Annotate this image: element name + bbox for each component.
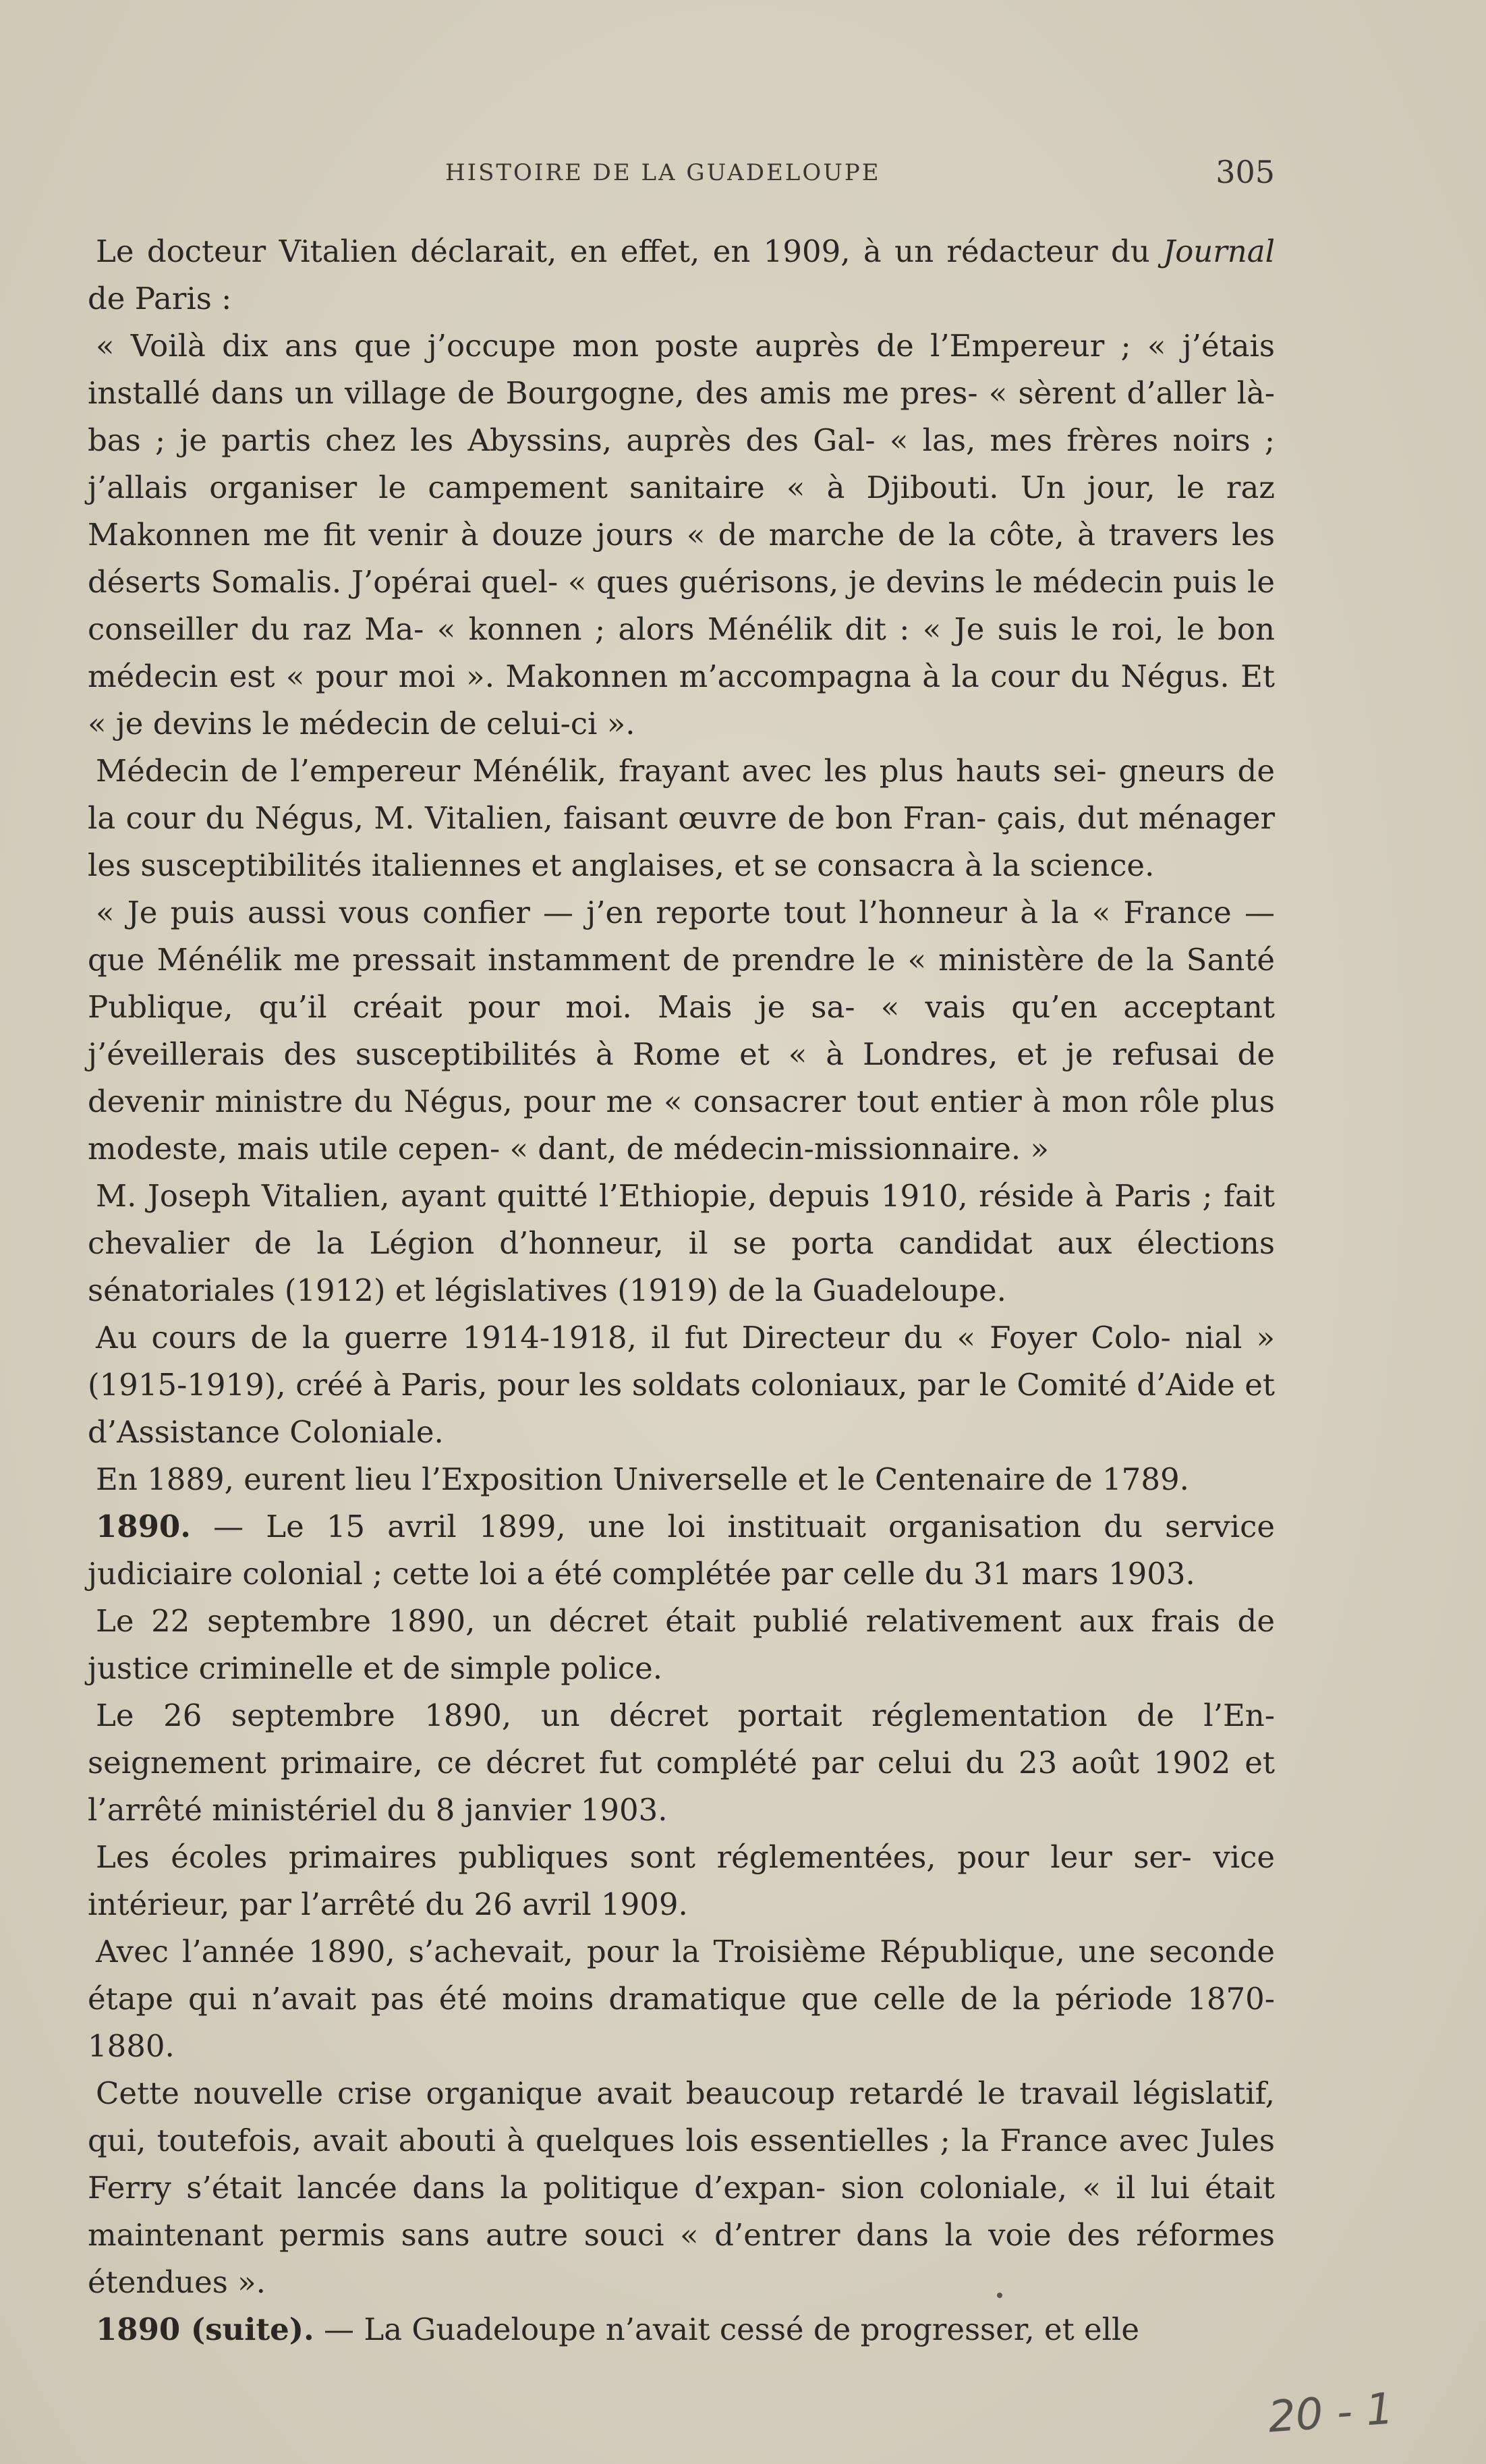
paragraph: Au cours de la guerre 1914-1918, il fut Directeur du « Foyer Colo- nial » (1915-1919), créé à Paris, pour les soldats coloniaux, par le Comité d’Aide et d’Assistance Coloniale. bbox=[88, 1320, 1275, 1450]
paragraph: Avec l’année 1890, s’achevait, pour la Troisième République, une seconde étape qui n’avait pas été moins dramatique que celle de la période 1870-1880. bbox=[88, 1934, 1275, 2064]
paragraph: Médecin de l’empereur Ménélik, frayant avec les plus hauts sei- gneurs de la cour du Négus, M. Vitalien, faisant œuvre de bon Fran- çais, dut ménager les susceptibilités italiennes et anglaises, et se consacra à la science. bbox=[88, 753, 1275, 883]
paragraph: Cette nouvelle crise organique avait beaucoup retardé le travail législatif, qui, toutefois, avait abouti à quelques lois essentielles ; la France avec Jules Ferry s’était lancée dans la politique d’expan- sion coloniale, « il lui était maintenant permis sans autre souci « d’entrer dans la voie des réformes étendues ». bbox=[88, 2075, 1275, 2300]
paragraph-quotation: « Je puis aussi vous confier — j’en reporte tout l’honneur à la « France — que Ménélik me pressait instamment de prendre le « ministère de la Santé Publique, qu’il créait pour moi. Mais je sa- « vais qu’en acceptant j’éveillerais des susceptibilités à Rome et « à Londres, et je refusai de devenir ministre du Négus, pour me « consacrer tout entier à mon rôle plus modeste, mais utile cepen- « dant, de médecin-missionnaire. » bbox=[88, 895, 1275, 1167]
ink-speck bbox=[997, 2293, 1002, 2298]
paragraph-1890-suite bbox=[88, 2306, 1275, 2353]
body-text bbox=[88, 228, 1275, 2353]
paragraph: Le docteur Vitalien déclarait, en effet, en 1909, à un rédacteur du Journal de Paris : bbox=[88, 233, 1275, 316]
paragraph: Le 26 septembre 1890, un décret portait réglementation de l’En- seignement primaire, ce décret fut complété par celui du 23 août 1902 et l’arrêté ministériel du 8 janvier 1903. bbox=[88, 1698, 1275, 1828]
year-label: 1890 (suite). bbox=[96, 2312, 314, 2347]
page-number: 305 bbox=[1216, 154, 1275, 190]
year-label: 1890. bbox=[96, 1509, 191, 1544]
paragraph-quotation: « Voilà dix ans que j’occupe mon poste auprès de l’Empereur ; « j’étais installé dans un village de Bourgogne, des amis me pres- « sèrent d’aller là-bas ; je partis chez les Abyssins, auprès des Gal- « las, mes frères noirs ; j’allais organiser le campement sanitaire « à Djibouti. Un jour, le raz Makonnen me fit venir à douze jours « de marche de la côte, à travers les déserts Somalis. J’opérai quel- « ques guérisons, je devins le médecin puis le conseiller du raz Ma- « konnen ; alors Ménélik dit : « Je suis le roi, le bon médecin est « pour moi ». Makonnen m’accompagna à la cour du Négus. Et « je devins le médecin de celui-ci ». bbox=[88, 328, 1275, 741]
paragraph: Le 22 septembre 1890, un décret était publié relativement aux frais de justice criminelle et de simple police. bbox=[88, 1603, 1275, 1686]
journal-title: Journal bbox=[1163, 233, 1275, 269]
paragraph: M. Joseph Vitalien, ayant quitté l’Ethiopie, depuis 1910, réside à Paris ; fait chevalier de la Légion d’honneur, il se porta candidat aux élections sénatoriales (1912) et législatives (1919) de la Guadeloupe. bbox=[88, 1178, 1275, 1308]
paragraph: Les écoles primaires publiques sont réglementées, pour leur ser- vice intérieur, par l’arrêté du 26 avril 1909. bbox=[88, 1839, 1275, 1922]
running-title: HISTOIRE DE LA GUADELOUPE bbox=[445, 159, 881, 186]
paragraph-text: — Le 15 avril 1899, une loi instituait organisation du service judiciaire colonial ; cette loi a été complétée par celle du 31 mars 1903. bbox=[88, 1509, 1276, 1592]
pencil-margin-note: 20 - 1 bbox=[1266, 2384, 1396, 2443]
paragraph-1890 bbox=[88, 1503, 1275, 1598]
paragraph: En 1889, eurent lieu l’Exposition Universelle et le Centenaire de 1789. bbox=[96, 1461, 1189, 1497]
page-header bbox=[88, 154, 1275, 197]
paragraph-text: — La Guadeloupe n’avait cessé de progresser, et elle bbox=[324, 2312, 1140, 2347]
